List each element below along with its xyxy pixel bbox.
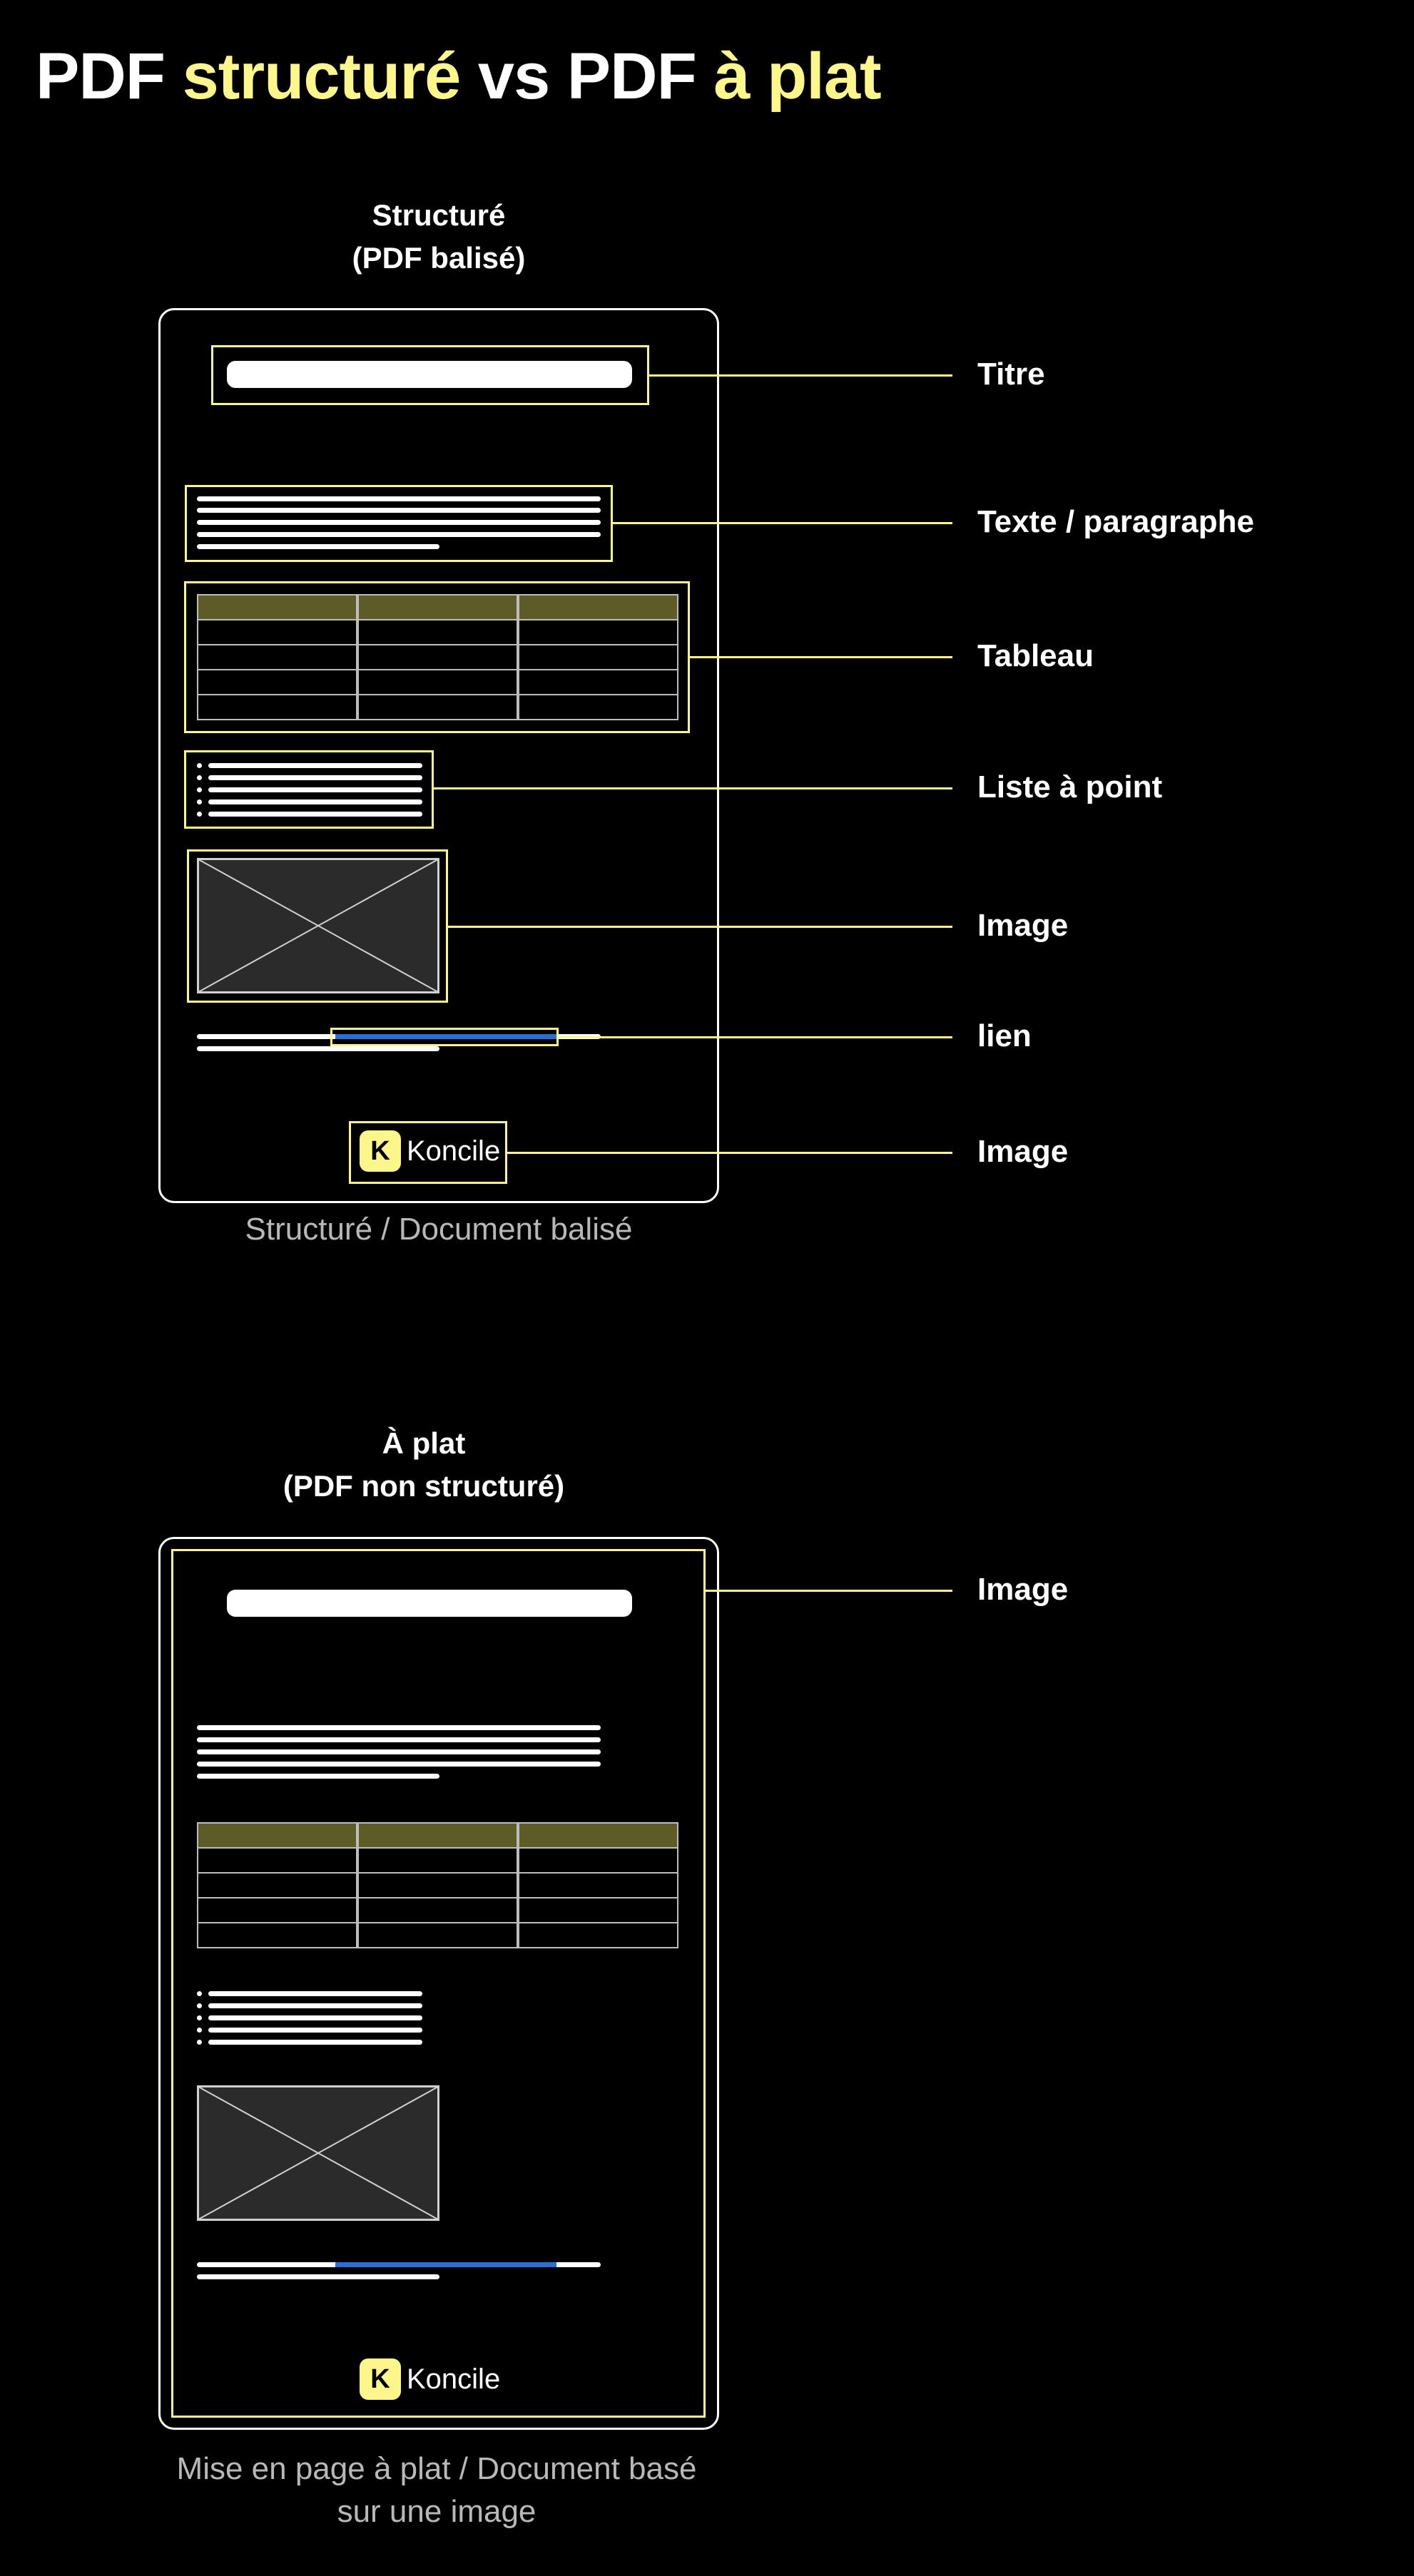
- flat-bullet-dot: [197, 1991, 202, 1996]
- flat-image-placeholder-icon: [197, 2085, 439, 2221]
- title-part-3: vs PDF: [460, 40, 714, 113]
- flat-list-line: [208, 1991, 422, 1996]
- table-header-cell: [518, 594, 678, 620]
- label-titre: Titre: [977, 357, 1045, 392]
- flat-table-cell: [518, 1847, 678, 1874]
- paragraph-line: [197, 496, 601, 501]
- structured-heading-line1: Structuré: [372, 198, 506, 232]
- table-cell: [197, 619, 357, 645]
- flat-heading-line1: À plat: [382, 1426, 466, 1460]
- table-cell: [197, 644, 357, 670]
- table: [197, 594, 678, 720]
- flat-title-bar: [227, 1590, 632, 1617]
- flat-table-cell: [197, 1897, 357, 1923]
- flat-table-cell: [357, 1847, 518, 1874]
- list-line: [208, 763, 422, 768]
- leader-line-image: [448, 926, 952, 928]
- label-liste-a-point: Liste à point: [977, 770, 1163, 804]
- title-highlight-structured: structuré: [182, 40, 461, 113]
- flat-caption-line2: sur une image: [337, 2494, 536, 2529]
- paragraph-line: [197, 508, 601, 513]
- bullet-dot: [197, 787, 202, 792]
- table-cell: [518, 669, 678, 695]
- leader-line-flat-image: [706, 1590, 952, 1592]
- title-bar: [227, 361, 632, 388]
- flat-list-line: [208, 2040, 422, 2045]
- table-cell: [357, 669, 518, 695]
- leader-line-lien: [559, 1036, 952, 1038]
- flat-paragraph-line: [197, 1725, 601, 1730]
- bullet-dot: [197, 812, 202, 817]
- flat-image-highlight-box: [171, 1549, 706, 2418]
- label-logo-image: Image: [977, 1134, 1069, 1169]
- flat-table-header-cell: [357, 1822, 518, 1849]
- flat-paragraph-line: [197, 1762, 601, 1767]
- table-cell: [518, 644, 678, 670]
- flat-table-cell: [518, 1872, 678, 1898]
- paragraph-line: [197, 520, 601, 525]
- page-title: [36, 37, 881, 116]
- table-cell: [357, 644, 518, 670]
- flat-bullet-dot: [197, 2003, 202, 2008]
- flat-table-cell: [197, 1872, 357, 1898]
- table-cell: [518, 619, 678, 645]
- flat-heading: [174, 1422, 673, 1508]
- koncile-logo-badge: K: [360, 1130, 401, 1172]
- link-text-line-short: [197, 1046, 439, 1051]
- label-tableau: Tableau: [977, 638, 1094, 673]
- koncile-logo-name: Koncile: [407, 1135, 501, 1167]
- flat-table-cell: [357, 1922, 518, 1948]
- flat-table-header-cell: [197, 1822, 357, 1849]
- title-part-1: PDF: [36, 40, 183, 113]
- label-image: Image: [977, 908, 1069, 943]
- bullet-dot: [197, 775, 202, 780]
- flat-list-line: [208, 2015, 422, 2020]
- leader-line-liste: [434, 787, 952, 789]
- table-cell: [518, 694, 678, 720]
- flat-caption: [116, 2448, 758, 2533]
- table-cell: [357, 694, 518, 720]
- table-header-cell: [357, 594, 518, 620]
- flat-bullet-dot: [197, 2015, 202, 2020]
- flat-caption-line1: Mise en page à plat / Document basé: [176, 2451, 697, 2486]
- flat-table: [197, 1822, 678, 1948]
- bullet-dot: [197, 763, 202, 768]
- title-highlight-flat: à plat: [713, 40, 881, 113]
- list-line: [208, 787, 422, 792]
- flat-paragraph-line: [197, 1737, 601, 1742]
- flat-table-cell: [197, 1847, 357, 1874]
- leader-line-texte: [613, 522, 952, 524]
- paragraph-line-short: [197, 544, 439, 549]
- table-header-cell: [197, 594, 357, 620]
- flat-table-cell: [197, 1922, 357, 1948]
- paragraph-line: [197, 532, 601, 537]
- flat-link-text-line-short: [197, 2274, 439, 2279]
- flat-koncile-logo-name: Koncile: [407, 2363, 501, 2395]
- structured-heading-line2: (PDF balisé): [352, 241, 526, 275]
- flat-link-bar: [335, 2262, 556, 2267]
- label-texte-paragraphe: Texte / paragraphe: [977, 504, 1254, 539]
- flat-table-cell: [518, 1922, 678, 1948]
- leader-line-titre: [649, 374, 952, 377]
- flat-bullet-dot: [197, 2028, 202, 2033]
- flat-table-header-cell: [518, 1822, 678, 1849]
- table-cell: [197, 669, 357, 695]
- label-lien: lien: [977, 1018, 1032, 1053]
- table-cell: [197, 694, 357, 720]
- link-highlight-box: [330, 1028, 559, 1046]
- list-line: [208, 775, 422, 780]
- list-line: [208, 812, 422, 817]
- flat-koncile-logo-badge: K: [360, 2358, 401, 2400]
- flat-paragraph-line-short: [197, 1774, 439, 1779]
- image-placeholder-icon: [197, 858, 439, 993]
- table-cell: [357, 619, 518, 645]
- flat-list-line: [208, 2003, 422, 2008]
- list-line: [208, 799, 422, 804]
- flat-table-cell: [357, 1897, 518, 1923]
- flat-list-line: [208, 2028, 422, 2033]
- structured-caption: Structuré / Document balisé: [245, 1212, 633, 1247]
- leader-line-logo: [507, 1152, 952, 1154]
- label-flat-image: Image: [977, 1572, 1069, 1607]
- flat-bullet-dot: [197, 2040, 202, 2045]
- structured-heading: [189, 194, 688, 280]
- flat-heading-line2: (PDF non structuré): [283, 1469, 565, 1503]
- flat-table-cell: [518, 1897, 678, 1923]
- flat-paragraph-line: [197, 1749, 601, 1754]
- bullet-dot: [197, 799, 202, 804]
- flat-table-cell: [357, 1872, 518, 1898]
- leader-line-tableau: [690, 656, 952, 658]
